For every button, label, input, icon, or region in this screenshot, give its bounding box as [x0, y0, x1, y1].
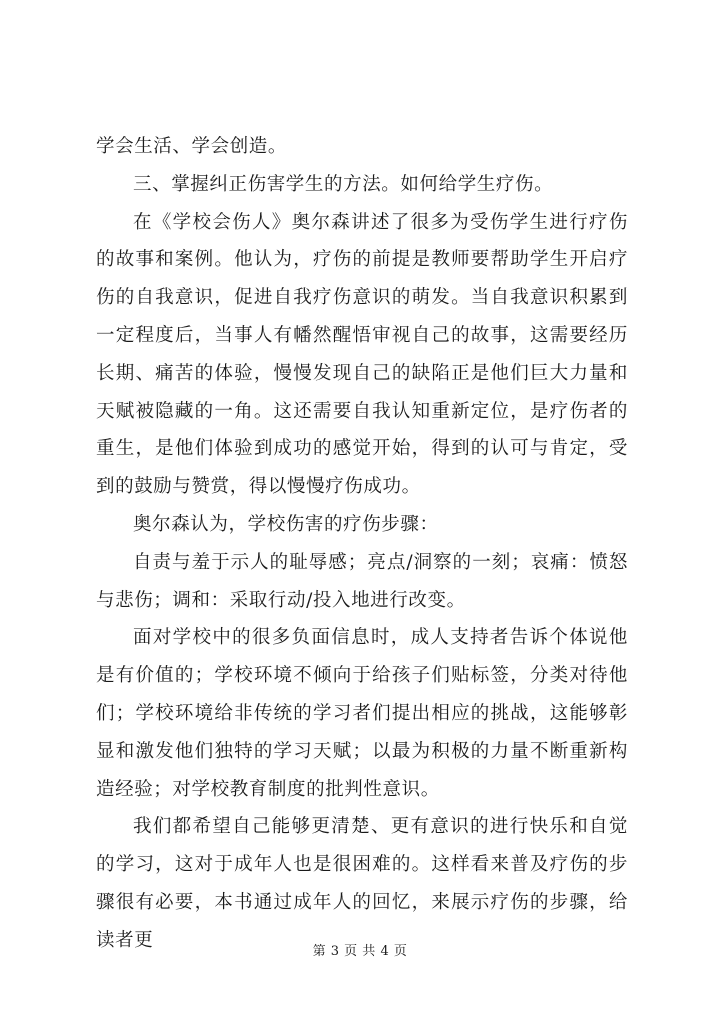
paragraph-1: 学会生活、学会创造。 [96, 136, 288, 157]
page-footer: 第 3 页 共 4 页 [312, 944, 408, 959]
paragraph-5: 自责与羞于示人的耻辱感；亮点/洞察的一刻；哀痛：愤怒与悲伤；调和：采取行动/投入地进行改变。 [96, 551, 628, 611]
paragraph-7: 我们都希望自己能够更清楚、更有意识的进行快乐和自觉的学习，这对于成年人也是很困难的。这样看来普及疗伤的步骤很有必要，本书通过成年人的回忆，来展示疗伤的步骤，给读者更 [96, 816, 628, 951]
paragraph-3: 在《学校会伤人》奥尔森讲述了很多为受伤学生进行疗伤的故事和案例。他认为，疗伤的前提是教师要帮助学生开启疗伤的自我意识，促进自我疗伤意识的萌发。当自我意识积累到一定程度后，当事人有幡然醒悟审视自己的故事，这需要经历长期、痛苦的体验，慢慢发现自己的缺陷正是他们巨大力量和天赋被隐藏的一角。这还需要自我认知重新定位，是疗伤者的重生，是他们体验到成功的感觉开始，得到的认可与肯定，受到的鼓励与赞赏，得以慢慢疗伤成功。 [96, 211, 628, 498]
paragraph-2: 三、掌握纠正伤害学生的方法。如何给学生疗伤。 [133, 173, 554, 195]
paragraph-4: 奥尔森认为，学校伤害的疗伤步骤： [133, 513, 439, 535]
paragraph-6: 面对学校中的很多负面信息时，成人支持者告诉个体说他是有价值的；学校环境不倾向于给孩子们贴标签，分类对待他们；学校环境给非传统的学习者们提出相应的挑战，这能够彰显和激发他们独特的学习天赋；以最为积极的力量不断重新构造经验；对学校教育制度的批判性意识。 [96, 627, 628, 800]
body-text [96, 128, 628, 960]
